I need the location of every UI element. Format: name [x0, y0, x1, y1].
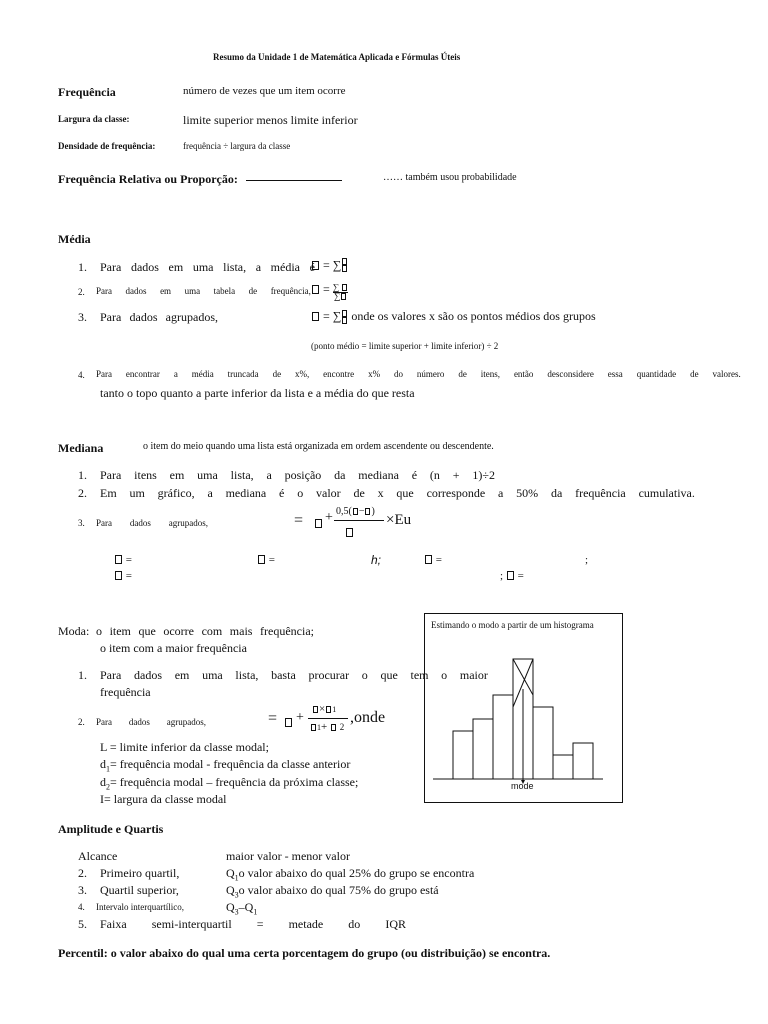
- amplitude-row-5-num: 5.: [78, 917, 87, 931]
- amplitude-row-3-term: Quartil superior,: [100, 883, 179, 897]
- mediana-var-1: =: [114, 554, 132, 566]
- mediana-var-3: =: [424, 554, 442, 566]
- media-item3-num: 3.: [78, 310, 87, 324]
- moda-line1: o item que ocorre com mais frequência;: [96, 624, 314, 638]
- mediana-formula: = + 0,5( − ) ×Eu: [294, 506, 424, 540]
- amplitude-row-4-desc: $Q_3-Q_1$: [226, 900, 258, 917]
- mediana-definition: o item do meio quando uma lista está organizada em ordem ascendente ou descendente.: [143, 441, 494, 452]
- densidade-text: frequência ÷ largura da classe: [183, 141, 291, 151]
- mediana-var-4: =: [114, 570, 132, 582]
- media-item1-num: 1.: [78, 260, 87, 274]
- densidade-label: Densidade de frequência:: [58, 141, 156, 151]
- moda-line2: o item com a maior frequência: [100, 641, 247, 655]
- largura-text: limite superior menos limite inferior: [183, 113, 358, 127]
- media-item2-num: 2.: [78, 287, 85, 297]
- moda-item1-line2: frequência: [100, 685, 151, 699]
- amplitude-heading: Amplitude e Quartis: [58, 822, 164, 836]
- percentil-text: Percentil: o valor abaixo do qual uma certa porcentagem do grupo (ou distribuição) se encontra.: [58, 946, 551, 960]
- mediana-var-h: h;: [371, 553, 382, 567]
- amplitude-row-4-num: 4.: [78, 902, 85, 912]
- amplitude-row-4-term: Intervalo interquartílico,: [96, 902, 184, 912]
- amplitude-row-2-term: Primeiro quartil,: [100, 866, 180, 880]
- relativa-rule: [246, 180, 342, 181]
- amplitude-row-3-num: 3.: [78, 883, 87, 897]
- mediana-item1-num: 1.: [78, 468, 87, 482]
- mediana-var-5: ; =: [500, 570, 524, 582]
- largura-label: Largura da classe:: [58, 114, 130, 124]
- mediana-var-2: =: [257, 554, 275, 566]
- mediana-item3-text: Para dados agrupados,: [96, 518, 208, 528]
- mediana-item1-text: Para itens em uma lista, a posição da mediana é (n + 1)÷2: [100, 468, 495, 482]
- page-title: Resumo da Unidade 1 de Matemática Aplicada e Fórmulas Úteis: [213, 52, 461, 62]
- moda-formula: = + × 1 1+ 2 ,onde: [268, 703, 386, 733]
- frequencia-text: número de vezes que um item ocorre: [183, 85, 346, 97]
- moda-item2-num: 2.: [78, 717, 85, 727]
- moda-def-d1: $d_1=$ frequência modal - frequência da classe anterior: [100, 757, 351, 774]
- moda-def-L: L = limite inferior da classe modal;: [100, 740, 269, 754]
- histogram-bar-7: [573, 743, 593, 779]
- media-heading: Média: [58, 232, 91, 246]
- moda-def-d2: $d_2=$ frequência modal – frequência da próxima classe;: [100, 775, 359, 792]
- amplitude-row-2-num: 2.: [78, 866, 87, 880]
- mediana-heading: Mediana: [58, 441, 104, 455]
- moda-item2-text: Para dados agrupados,: [96, 717, 206, 727]
- media-midpoint-note: (ponto médio = limite superior + limite inferior) ÷ 2: [311, 341, 499, 351]
- mediana-var-semicolon: ;: [585, 554, 589, 566]
- media-item4-num: 4.: [78, 370, 85, 380]
- histogram-title: Estimando o modo a partir de um histograma: [431, 620, 594, 630]
- relativa-label: Frequência Relativa ou Proporção:: [58, 172, 238, 186]
- amplitude-row-1-term: Alcance: [78, 849, 118, 863]
- media-item2-text: Para dados em uma tabela de frequência,: [96, 286, 311, 296]
- histogram-bar-2: [473, 719, 493, 779]
- histogram-bar-5: [533, 707, 553, 779]
- histogram-mode-label: mode: [511, 781, 534, 791]
- histogram-chart: [425, 614, 622, 802]
- mediana-item2-text: Em um gráfico, a mediana é o valor de x que corresponde a 50% da frequência cumulativa.: [100, 486, 695, 500]
- media-formula-3-note: onde os valores x são os pontos médios dos grupos: [351, 309, 596, 323]
- media-item4-line1: Para encontrar a média truncada de x%, encontre x% do número de itens, então desconsidere essa quantidade de valores.: [96, 369, 741, 379]
- moda-def-I: I= largura da classe modal: [100, 792, 227, 806]
- moda-item1-num: 1.: [78, 668, 87, 682]
- histogram-bar-6: [553, 755, 573, 779]
- media-item4-line2: tanto o topo quanto a parte inferior da lista e a média do que resta: [100, 386, 415, 400]
- media-item1-text: Para dados em uma lista, a média é: [100, 260, 315, 274]
- moda-label: Moda:: [58, 624, 90, 638]
- media-formula-1: = ∑: [311, 258, 348, 273]
- mediana-item3-num: 3.: [78, 518, 85, 528]
- moda-item1-text: Para dados em uma lista, basta procurar o que tem o maior: [100, 668, 488, 682]
- media-formula-2: = ∑ ∑: [311, 282, 348, 301]
- frequencia-label: Frequência: [58, 85, 116, 99]
- amplitude-row-3-desc: $Q_3o$ valor abaixo do qual 75% do grupo está: [226, 883, 439, 900]
- histogram-figure: [424, 613, 623, 803]
- amplitude-row-2-desc: $Q_1o$ valor abaixo do qual 25% do grupo se encontra: [226, 866, 475, 883]
- media-formula-3: = ∑ onde os valores x são os pontos médios dos grupos: [311, 309, 596, 324]
- media-item3-text: Para dados agrupados,: [100, 310, 218, 324]
- amplitude-row-1-desc: maior valor - menor valor: [226, 849, 350, 863]
- histogram-bar-3: [493, 695, 513, 779]
- relativa-text: …… também usou probabilidade: [383, 172, 517, 183]
- histogram-bar-1: [453, 731, 473, 779]
- mediana-item2-num: 2.: [78, 486, 87, 500]
- amplitude-row-5-text: Faixa semi-interquartil = metade do IQR: [100, 917, 406, 931]
